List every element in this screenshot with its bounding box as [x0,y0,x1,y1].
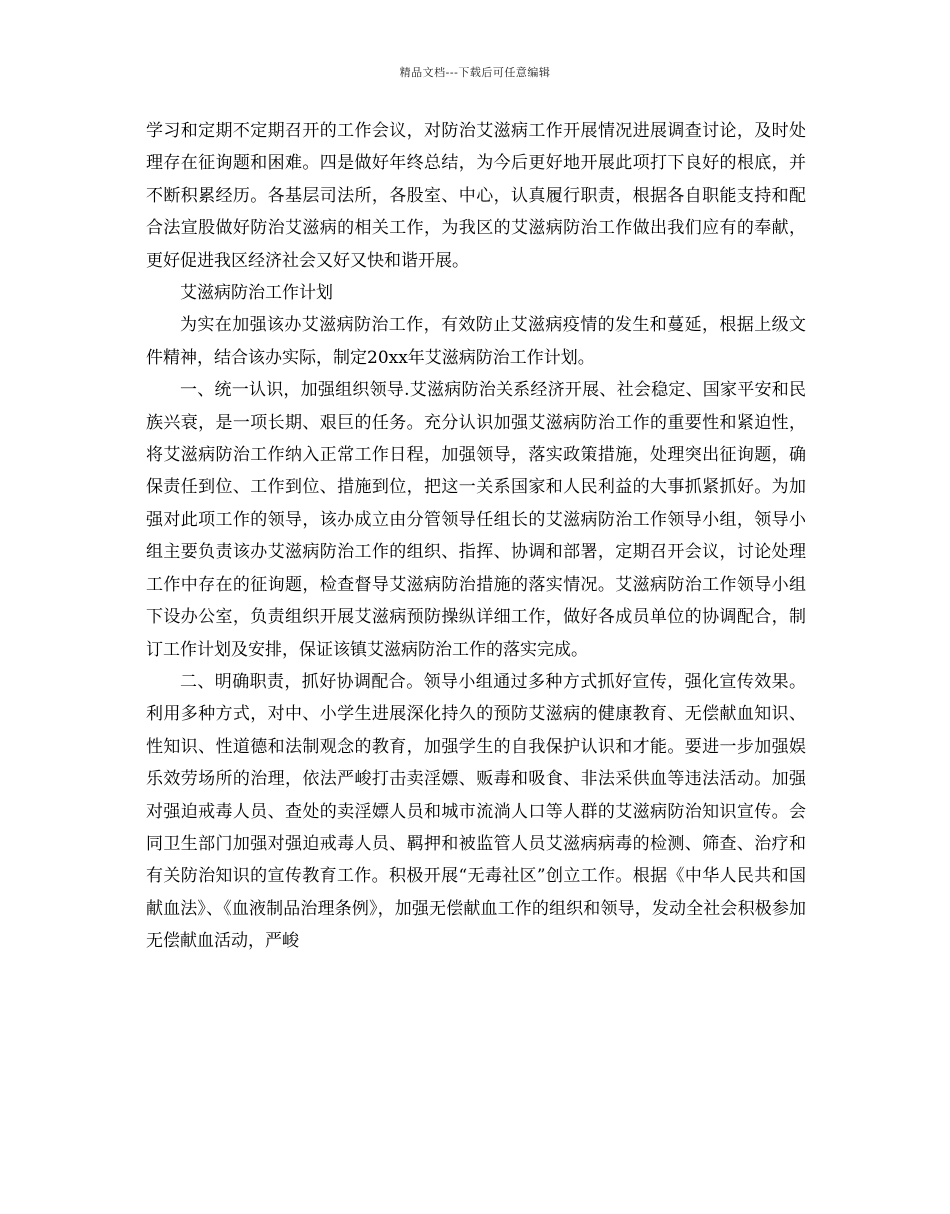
paragraph-section-two: 二、明确职责，抓好协调配合。领导小组通过多种方式抓好宣传，强化宣传效果。利用多种方式，对中、小学生进展深化持久的预防艾滋病的健康教育、无偿献血知识、性知识、性道德和法制观念的教育，加强学生的自我保护认识和才能。要进一步加强娱乐效劳场所的治理，依法严峻打击卖淫嫖、贩毒和吸食、非法采供血等违法活动。加强对强迫戒毒人员、查处的卖淫嫖人员和城市流淌人口等人群的艾滋病防治知识宣传。会同卫生部门加强对强迫戒毒人员、羁押和被监管人员艾滋病病毒的检测、筛查、治疗和有关防治知识的宣传教育工作。积极开展“无毒社区”创立工作。根据《中华人民共和国献血法》、《血液制品治理条例》，加强无偿献血工作的组织和领导，发动全社会积极参加无偿献血活动，严峻 [146,671,806,952]
page-header: 精品文档---下载后可任意编辑 [399,66,551,79]
paragraph-intro: 为实在加强该办艾滋病防治工作，有效防止艾滋病疫情的发生和蔓延，根据上级文件精神，结合该办实际，制定20xx年艾滋病防治工作计划。 [146,315,806,368]
paragraph-continuation: 学习和定期不定期召开的工作会议，对防治艾滋病工作开展情况进展调查讨论，及时处理存在征询题和困难。四是做好年终总结，为今后更好地开展此项打下良好的根底，并不断积累经历。各基层司法所，各股室、中心，认真履行职责，根据各自职能支持和配合法宣股做好防治艾滋病的相关工作，为我区的艾滋病防治工作做出我们应有的奉献，更好促进我区经济社会又好又快和谐开展。 [146,121,806,271]
document-body [146,115,806,958]
section-heading: 艾滋病防治工作计划 [180,283,333,304]
paragraph-section-one: 一、统一认识，加强组织领导.艾滋病防治关系经济开展、社会稳定、国家平安和民族兴衰，是一项长期、艰巨的任务。充分认识加强艾滋病防治工作的重要性和紧迫性，将艾滋病防治工作纳入正常工作日程，加强领导，落实政策措施，处理突出征询题，确保责任到位、工作到位、措施到位，把这一关系国家和人民利益的大事抓紧抓好。为加强对此项工作的领导，该办成立由分管领导任组长的艾滋病防治工作领导小组，领导小组主要负责该办艾滋病防治工作的组织、指挥、协调和部署，定期召开会议，讨论处理工作中存在的征询题，检查督导艾滋病防治措施的落实情况。艾滋病防治工作领导小组下设办公室，负责组织开展艾滋病预防操纵详细工作，做好各成员单位的协调配合，制订工作计划及安排，保证该镇艾滋病防治工作的落实完成。 [146,380,806,660]
